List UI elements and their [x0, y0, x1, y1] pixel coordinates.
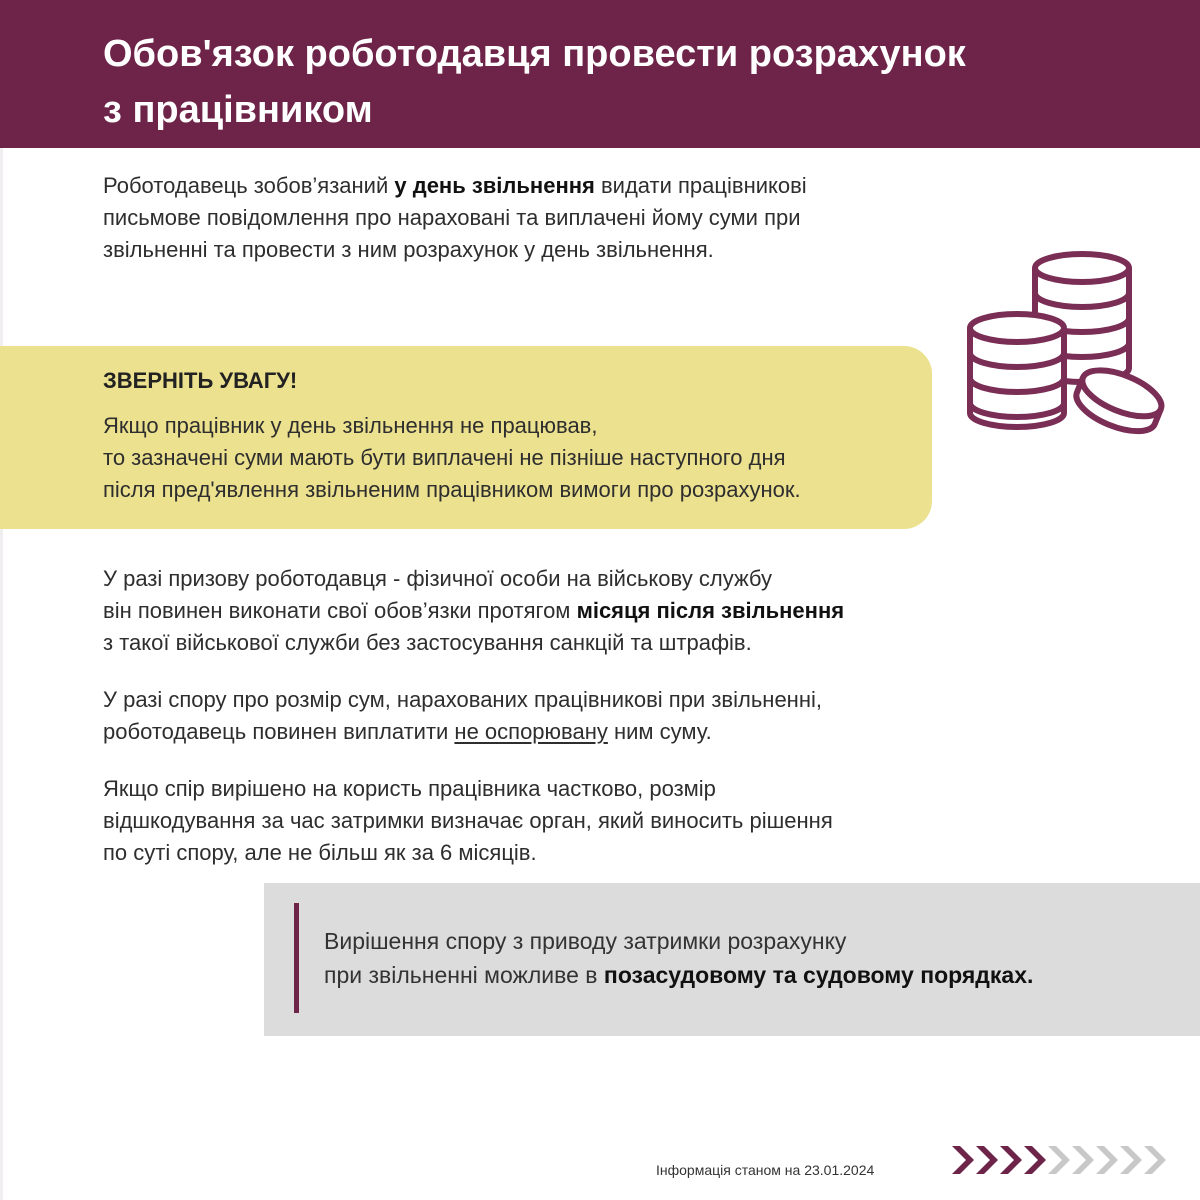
attention-text	[103, 410, 923, 506]
note-bold: позасудовому та судовому порядках.	[603, 962, 1034, 988]
partial-line-1: Якщо спір вирішено на користь працівника частково, розмір	[103, 776, 716, 801]
note-line-1: Вирішення спору з приводу затримки розрахунку	[324, 928, 847, 954]
attention-line-2: то зазначені суми мають бути виплачені не пізніше наступного дня	[103, 445, 786, 470]
partial-line-2: відшкодування за час затримки визначає орган, який виносить рішення	[103, 808, 833, 833]
military-line-3: з такої військової служби без застосування санкцій та штрафів.	[103, 630, 752, 655]
attention-line-3: після пред'явлення звільненим працівником вимоги про розрахунок.	[103, 477, 801, 502]
chevron-arrow	[1024, 1146, 1046, 1174]
page-title	[103, 26, 1103, 138]
attention-heading: ЗВЕРНІТЬ УВАГУ!	[103, 368, 298, 393]
chevron-arrow	[952, 1146, 974, 1174]
chevron-arrows-icon	[948, 1140, 1173, 1180]
intro-paragraph	[103, 170, 863, 266]
dispute-line-1: У разі спору про розмір сум, нарахованих працівникові при звільненні,	[103, 687, 822, 712]
partial-line-3: по суті спору, але не більш як за 6 місяців.	[103, 840, 537, 865]
page-title-line1: Обов'язок роботодавця провести розрахунок	[103, 33, 966, 75]
note-line-2: при звільненні можливе в	[324, 962, 604, 988]
partial-paragraph	[103, 773, 983, 869]
chevron-arrow	[1048, 1146, 1070, 1174]
dispute-underlined: не оспорювану	[454, 719, 608, 744]
dispute-line-2-end: ним суму.	[607, 719, 712, 744]
header-banner	[0, 0, 1200, 148]
chevron-arrow	[976, 1146, 998, 1174]
note-accent-bar	[294, 903, 299, 1013]
footer-info: Інформація станом на 23.01.2024	[656, 1162, 875, 1178]
intro-bold: у день звільнення	[394, 173, 595, 198]
chevron-arrow	[1000, 1146, 1022, 1174]
page-edge-line	[0, 148, 3, 1200]
military-paragraph	[103, 563, 983, 659]
coins-stack-icon	[965, 248, 1170, 438]
intro-text-1: Роботодавець зобов’язаний	[103, 173, 395, 198]
dispute-line-2: роботодавець повинен виплатити	[103, 719, 455, 744]
chevron-arrow	[1120, 1146, 1142, 1174]
chevron-arrow	[1096, 1146, 1118, 1174]
chevron-arrow	[1072, 1146, 1094, 1174]
chevron-arrow	[1144, 1146, 1166, 1174]
dispute-paragraph	[103, 684, 983, 748]
page-title-line2: з працівником	[103, 89, 373, 131]
note-text	[324, 924, 1194, 992]
attention-line-1: Якщо працівник у день звільнення не працював,	[103, 413, 598, 438]
intro-text-2: видати працівникові письмове повідомлення про нараховані та виплачені йому суми при звільненні та провести з ним розрахунок у день звільнення.	[103, 173, 807, 262]
military-bold: місяця після звільнення	[576, 598, 845, 623]
military-line-1: У разі призову роботодавця - фізичної особи на військову службу	[103, 566, 773, 591]
military-line-2: він повинен виконати свої обов’язки протягом	[103, 598, 577, 623]
